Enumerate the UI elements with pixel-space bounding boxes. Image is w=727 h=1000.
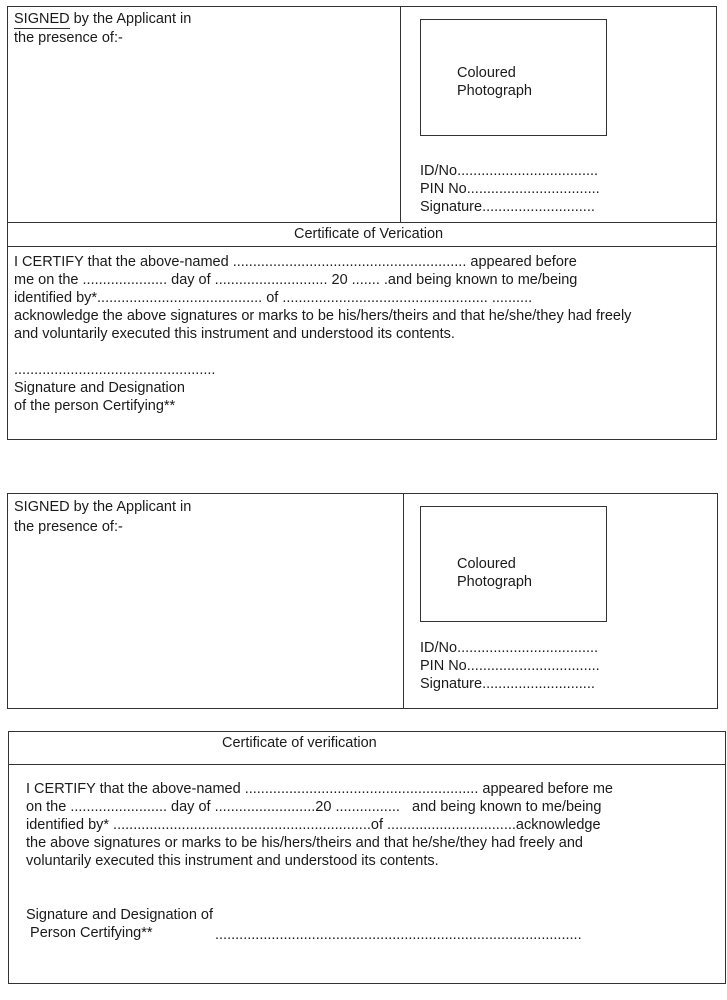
photo-label-line2: Photograph: [457, 83, 532, 99]
id-no-field: ID/No...................................: [420, 163, 599, 179]
certify-text-line-5: voluntarily executed this instrument and understood its contents.: [26, 853, 439, 869]
id-no-field: ID/No...................................: [420, 640, 599, 656]
presence-of-label: the presence of:-: [14, 30, 123, 46]
certificate-title: Certificate of Verication: [294, 226, 444, 242]
photo-label-line1: Coloured: [457, 65, 516, 81]
person-certifying-label: of the person Certifying**: [14, 398, 176, 414]
certifier-signature-dots: ..................................................: [14, 362, 216, 378]
photo-label-line1: Coloured: [457, 556, 516, 572]
certificate-title-divider: [8, 764, 726, 765]
certify-text-line-3: identified by*......................................... of ................................................... ..........: [14, 290, 533, 306]
certify-text-line-1: I CERTIFY that the above-named .......................................................... appeared before: [14, 254, 577, 270]
pin-no-field: PIN No.................................: [420, 658, 600, 674]
block2-column-divider: [403, 493, 404, 709]
person-certifying-label: Person Certifying**: [26, 925, 153, 941]
certifier-signature-dots: ...........................................................................................: [215, 927, 582, 943]
block1-row-divider-bottom: [7, 246, 717, 247]
photo-label-line2: Photograph: [457, 574, 532, 590]
signature-field: Signature............................: [420, 199, 595, 215]
signed-by-label: SIGNED by the Applicant in: [14, 499, 192, 515]
pin-no-field: PIN No.................................: [420, 181, 600, 197]
certify-text-line-5: and voluntarily executed this instrument and understood its contents.: [14, 326, 455, 342]
certify-text-line-3: identified by* ................................................................of ................................acknowledge: [26, 817, 601, 833]
certify-text-line-4: the above signatures or marks to be his/hers/theirs and that he/she/they had freely and: [26, 835, 583, 851]
block1-row-divider-top: [7, 222, 717, 223]
certify-text-line-2: on the ........................ day of .........................20 ................ and being known to me/being: [26, 799, 602, 815]
certificate-title: Certificate of verification: [222, 735, 377, 751]
certify-text-line-2: me on the ..................... day of ............................ 20 ....... .and being known to me/being: [14, 272, 578, 288]
signature-field: Signature............................: [420, 676, 595, 692]
signed-by-label: SIGNED by the Applicant in: [14, 11, 192, 27]
certify-text-line-1: I CERTIFY that the above-named .......................................................... appeared before me: [26, 781, 613, 797]
block1-column-divider: [400, 6, 401, 222]
signature-designation-label: Signature and Designation of: [26, 907, 214, 923]
presence-of-label: the presence of:-: [14, 519, 123, 535]
signature-designation-label: Signature and Designation: [14, 380, 185, 396]
certify-text-line-4: acknowledge the above signatures or marks to be his/hers/theirs and that he/she/they had freely: [14, 308, 632, 324]
